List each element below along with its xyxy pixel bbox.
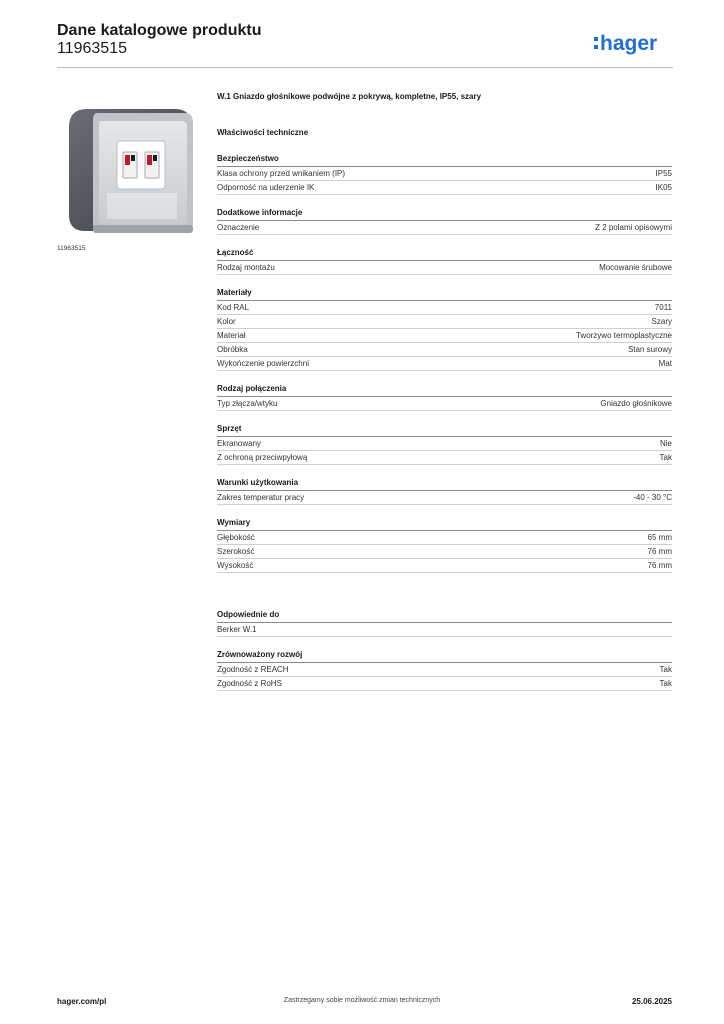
spec-label: Wysokość [217, 561, 254, 570]
hager-logo-text: hager [600, 32, 658, 55]
spec-value: -40 - 30 °C [633, 493, 672, 502]
spec-row [217, 329, 672, 343]
spec-label: Berker W.1 [217, 625, 257, 634]
group-title: Zrównoważony rozwój [217, 650, 672, 663]
spec-value: 76 mm [647, 561, 672, 570]
spec-value: Szary [651, 317, 672, 326]
group-title: Rodzaj połączenia [217, 384, 672, 397]
spec-value: Gniazdo głośnikowe [600, 399, 672, 408]
spec-label: Obróbka [217, 345, 248, 354]
spec-label: Typ złącza/wtyku [217, 399, 278, 408]
spec-value: Tak [659, 665, 672, 674]
spec-label: Zgodność z REACH [217, 665, 289, 674]
spec-label: Kod RAL [217, 303, 250, 312]
product-name: W.1 Gniazdo głośnikowe podwójne z pokrywą, kompletne, IP55, szary [217, 92, 482, 101]
spec-value: 76 mm [647, 547, 672, 556]
spec-label: Głębokość [217, 533, 255, 542]
spec-row [217, 301, 672, 315]
spec-row [217, 545, 672, 559]
group-title: Sprzęt [217, 424, 672, 437]
spec-row [217, 491, 672, 505]
spec-row [217, 677, 672, 691]
spec-label: Szerokość [217, 547, 255, 556]
group-title: Warunki użytkowania [217, 478, 672, 491]
extra-groups [217, 610, 672, 691]
spec-groups [217, 154, 672, 573]
spec-label: Klasa ochrony przed wnikaniem (IP) [217, 169, 346, 178]
group-title: Materiały [217, 288, 672, 301]
group-title: Bezpieczeństwo [217, 154, 672, 167]
footer-disclaimer: Zastrzegamy sobie możliwość zmian technicznych [283, 997, 441, 1004]
spec-value: Tworzywo termoplastyczne [575, 331, 672, 340]
spec-value: Mat [658, 359, 672, 368]
hager-logo [594, 28, 674, 58]
spec-row [217, 451, 672, 465]
spec-label: Wykończenie powierzchni [217, 359, 309, 368]
spec-value: Mocowanie śrubowe [599, 263, 672, 272]
spec-row [217, 181, 672, 195]
group-title: Łączność [217, 248, 672, 261]
group-title: Wymiary [217, 518, 672, 531]
product-code: 11963515 [57, 40, 127, 57]
spec-row [217, 623, 672, 637]
footer-date: 25.06.2025 [631, 997, 672, 1006]
spec-row [217, 221, 672, 235]
image-caption: 11963515 [57, 245, 86, 252]
spec-row [217, 167, 672, 181]
footer-website: hager.com/pl [57, 997, 107, 1006]
spec-content [217, 92, 672, 691]
spec-label: Z ochroną przeciwpyłową [217, 453, 308, 462]
spec-row [217, 559, 672, 573]
spec-label: Oznaczenie [217, 223, 260, 232]
spec-row [217, 357, 672, 371]
group-title: Dodatkowe informacje [217, 208, 672, 221]
document-title: Dane katalogowe produktu [57, 22, 262, 39]
spec-label: Odporność na uderzenie IK [217, 183, 315, 192]
spec-row [217, 663, 672, 677]
spec-value: IK05 [655, 183, 672, 192]
spec-label: Zakres temperatur pracy [217, 493, 305, 502]
spec-value: 7011 [654, 303, 672, 312]
spec-value: Stan surowy [627, 345, 672, 354]
spec-label: Zgodność z RoHS [217, 679, 282, 688]
spec-row [217, 315, 672, 329]
spec-row [217, 437, 672, 451]
section-title: Właściwości techniczne [217, 128, 309, 137]
spec-value: Tak [659, 679, 672, 688]
product-image [57, 97, 202, 242]
spec-value: IP55 [655, 169, 672, 178]
spec-row [217, 531, 672, 545]
spec-row [217, 397, 672, 411]
spec-value: 65 mm [647, 533, 672, 542]
spec-label: Kolor [217, 317, 236, 326]
spec-label: Materiał [217, 331, 246, 340]
spec-value: Nie [659, 439, 672, 448]
spec-label: Rodzaj montażu [217, 263, 275, 272]
header-divider [57, 67, 673, 68]
spec-value: Z 2 polami opisowymi [595, 223, 672, 232]
spec-row [217, 261, 672, 275]
group-title: Odpowiednie do [217, 610, 672, 623]
spec-row [217, 343, 672, 357]
spec-label: Ekranowany [217, 439, 262, 448]
spec-value: Tak [659, 453, 672, 462]
